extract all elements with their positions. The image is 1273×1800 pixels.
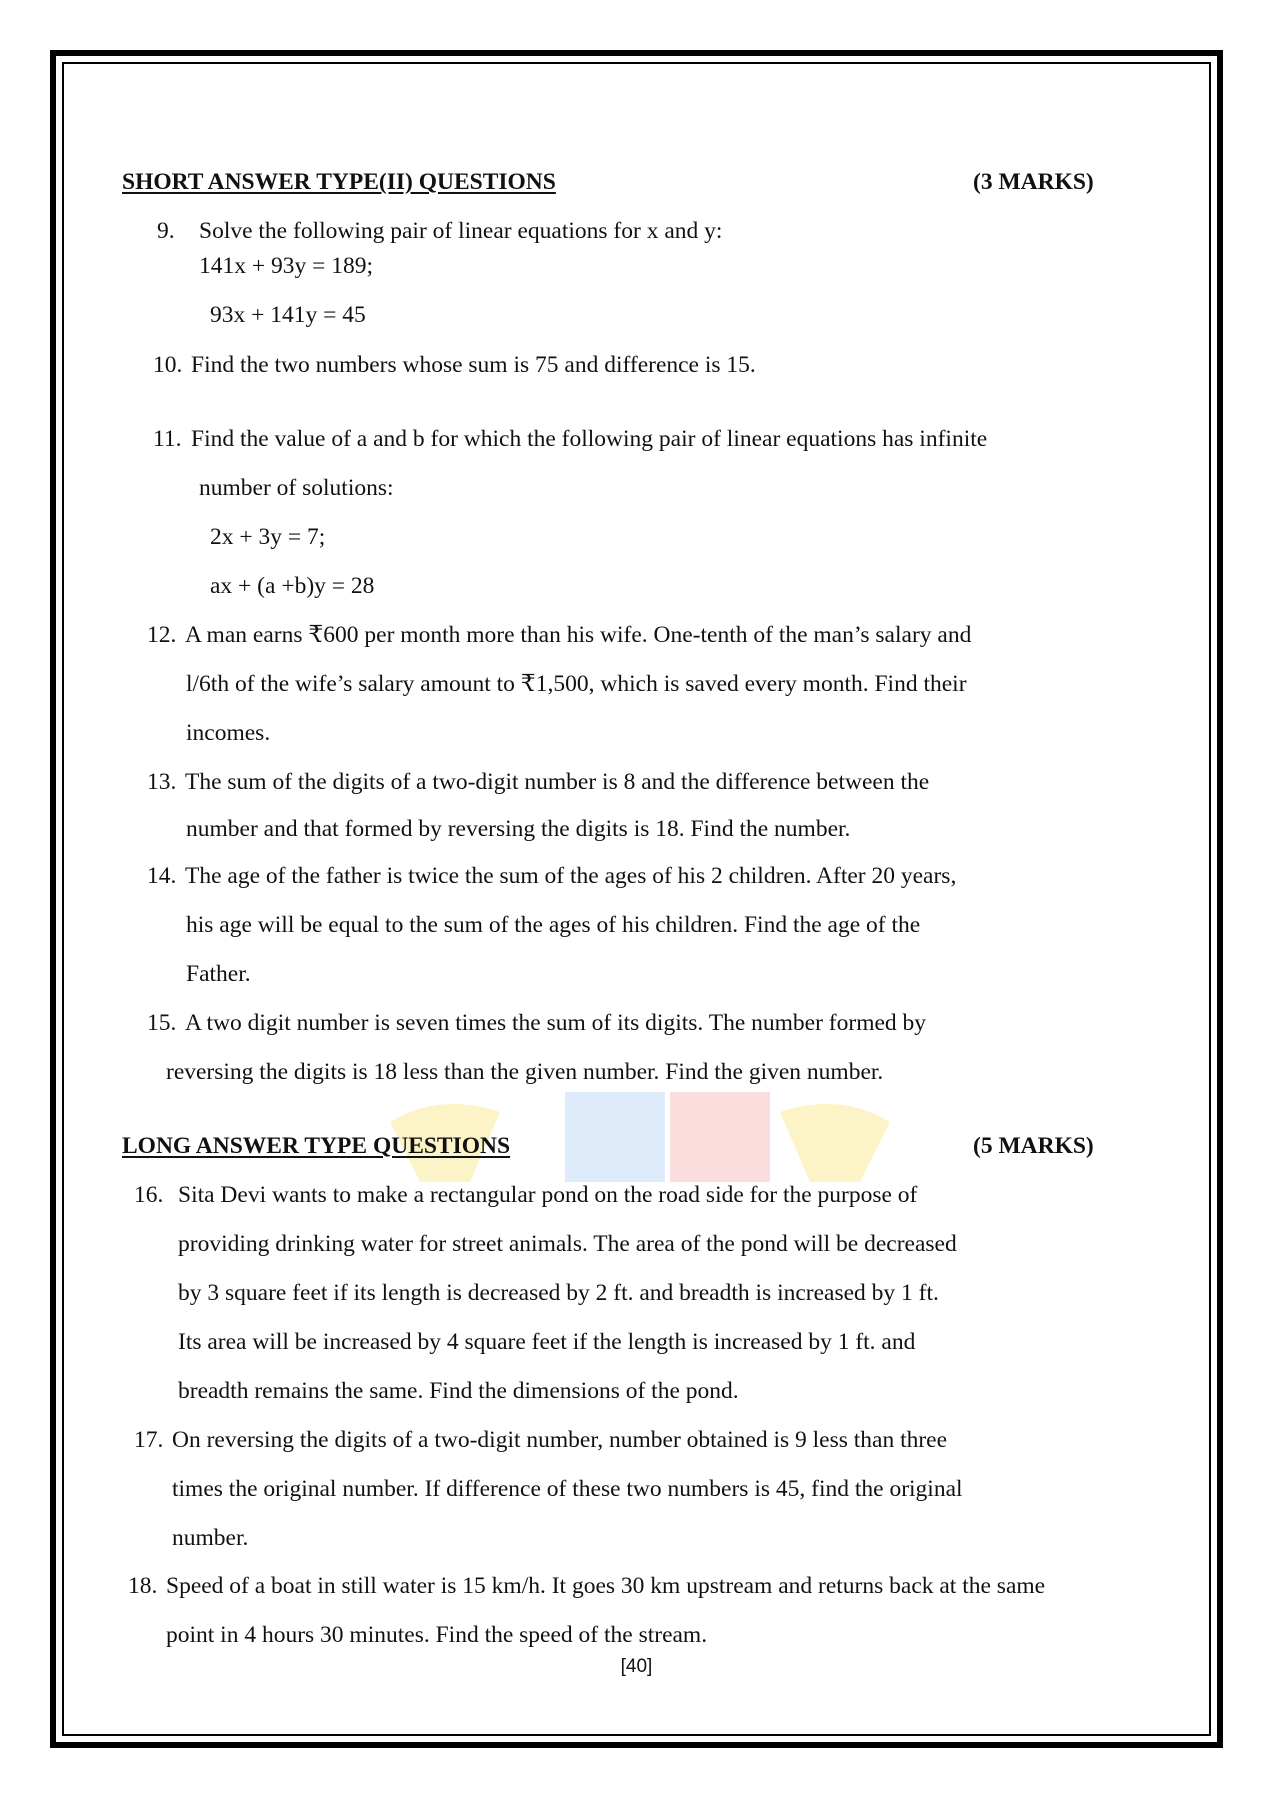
- question-10: [153, 351, 756, 379]
- question-16: [134, 1181, 917, 1209]
- question-number: 14.: [147, 863, 177, 889]
- question-text: Find the value of a and b for which the following pair of linear equations has infinite: [191, 426, 988, 452]
- question-11: [153, 425, 987, 453]
- question-11-equation-2: ax + (a +b)y = 28: [210, 573, 375, 599]
- question-16-line-4: Its area will be increased by 4 square feet if the length is increased by 1 ft. and: [178, 1329, 916, 1355]
- question-14: [147, 862, 956, 890]
- question-9: [157, 217, 722, 245]
- question-9-equation-1: 141x + 93y = 189;: [199, 253, 374, 279]
- question-16-line-5: breadth remains the same. Find the dimensions of the pond.: [178, 1378, 739, 1404]
- question-text: The age of the father is twice the sum of the ages of his 2 children. After 20 years,: [185, 863, 957, 889]
- question-17-line-3: number.: [172, 1525, 249, 1551]
- question-14-line-2: his age will be equal to the sum of the ages of his children. Find the age of the: [186, 912, 921, 938]
- question-16-line-2: providing drinking water for street animals. The area of the pond will be decreased: [178, 1231, 957, 1257]
- question-text: Sita Devi wants to make a rectangular pond on the road side for the purpose of: [178, 1182, 918, 1208]
- section-marks-short: (3 MARKS): [973, 169, 1094, 195]
- question-text: Find the two numbers whose sum is 75 and difference is 15.: [191, 352, 756, 378]
- question-text: Solve the following pair of linear equations for x and y:: [199, 218, 723, 244]
- question-12-line-3: incomes.: [186, 720, 271, 746]
- question-14-line-3: Father.: [186, 961, 251, 987]
- question-17-line-2: times the original number. If difference of these two numbers is 45, find the original: [172, 1476, 963, 1502]
- question-18: [128, 1572, 1045, 1600]
- section-heading-short: SHORT ANSWER TYPE(II) QUESTIONS: [122, 169, 556, 195]
- question-16-line-3: by 3 square feet if its length is decreased by 2 ft. and breadth is increased by 1 ft.: [178, 1280, 939, 1306]
- question-13-line-2: number and that formed by reversing the digits is 18. Find the number.: [186, 816, 851, 842]
- question-11-line-2: number of solutions:: [199, 475, 394, 501]
- question-number: 16.: [134, 1182, 164, 1208]
- question-text: A two digit number is seven times the sum of its digits. The number formed by: [185, 1010, 927, 1036]
- question-number: 13.: [147, 769, 177, 795]
- question-number: 17.: [134, 1427, 164, 1453]
- question-number: 11.: [153, 426, 182, 452]
- question-number: 18.: [128, 1573, 158, 1599]
- question-17: [134, 1426, 947, 1454]
- question-15: [147, 1009, 926, 1037]
- question-9-equation-2: 93x + 141y = 45: [210, 302, 366, 328]
- question-text: Speed of a boat in still water is 15 km/h. It goes 30 km upstream and returns back at the same: [166, 1573, 1046, 1599]
- question-text: On reversing the digits of a two-digit number, number obtained is 9 less than three: [172, 1427, 948, 1453]
- question-13: [147, 768, 929, 796]
- question-text: A man earns ₹600 per month more than his wife. One-tenth of the man’s salary and: [185, 622, 972, 648]
- question-number: 9.: [157, 218, 175, 244]
- section-marks-long: (5 MARKS): [973, 1133, 1094, 1159]
- question-18-line-2: point in 4 hours 30 minutes. Find the speed of the stream.: [166, 1622, 708, 1648]
- question-12-line-2: l/6th of the wife’s salary amount to ₹1,500, which is saved every month. Find their: [186, 671, 967, 697]
- question-number: 10.: [153, 352, 183, 378]
- question-number: 15.: [147, 1010, 177, 1036]
- question-number: 12.: [147, 622, 177, 648]
- question-15-line-2: reversing the digits is 18 less than the given number. Find the given number.: [166, 1059, 884, 1085]
- question-text: The sum of the digits of a two-digit number is 8 and the difference between the: [185, 769, 930, 795]
- section-heading-long: LONG ANSWER TYPE QUESTIONS: [122, 1133, 511, 1159]
- page-number: [40]: [620, 1656, 653, 1677]
- question-12: [147, 621, 971, 649]
- question-11-equation-1: 2x + 3y = 7;: [210, 524, 326, 550]
